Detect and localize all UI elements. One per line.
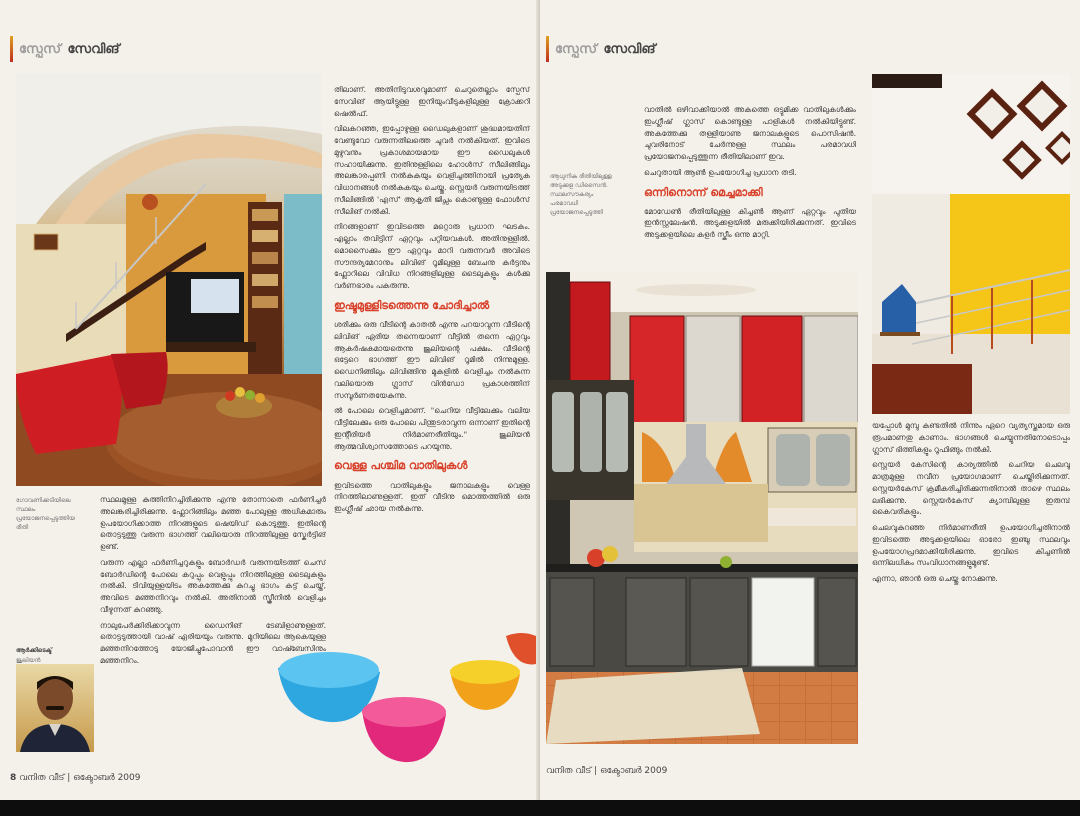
architect-caption: ജൂലിയൻ — [16, 657, 41, 664]
page-folio — [546, 766, 667, 776]
subheading-1: ഇഷ്ടമുള്ളിടത്തെന്നു ചോദിച്ചാൽ — [334, 299, 490, 313]
paragraph: വാതിൽ ഒഴിവാക്കിയാൽ അകത്തെ ഒട്ടുമിക്ക വാതിലുകൾക്കും ഇംഗ്ലീഷ് ഗ്ലാസ് കൊണ്ടുള്ള പാളികൾ നൽകിയിട്ടുണ്ട്. അകത്തേക്കു തള്ളിയാണു ജനാലകളുടെ പൊസിഷൻ. ചുവരിനോട് ചേർന്നുള്ള സ്ഥലം പരമാവധി പ്രയോജനപ്പെടുത്തുന്ന രീതിയിലാണ് ഇവ. — [644, 105, 856, 162]
architect-label: ആർക്കിടെക്ട് — [16, 647, 52, 654]
living-room-illustration — [16, 74, 322, 486]
page-folio — [10, 773, 140, 783]
article-column-right — [872, 420, 1070, 754]
stair-landing-illustration — [872, 74, 1070, 414]
paragraph: നാലുപേർക്കിരിക്കാവുന്ന ഡൈനിങ് ടേബിളാണുള്ളത്. തൊട്ടടുത്തായി വാഷ് ഏരിയയും വരുന്നു. മുറിയിലെ ആകെയുള്ള മഞ്ഞനിറത്തോടു യോജിച്ചുപോവാൻ ഈ വാഷ്ബേസിനും മഞ്ഞനിറം. — [100, 620, 326, 665]
magazine-name: വനിത വീട് — [546, 766, 592, 776]
colored-bowls — [270, 628, 536, 768]
paragraph: നിറങ്ങളാണ് ഇവിടത്തെ മറ്റൊരു പ്രധാന ഘടകം. എല്ലാം തവിട്ടിന് ഏറ്റവും പറ്റിയവകൾ. അതിനുള്ളിൽ. മൊസൈക്കും ഈ ഏറ്റവും മാറി വരുന്നവർ അവിടെ സൗന്ദര്യമേറാനും ലിവിങ് റൂമിലുള്ള ബേചനു കർട്ടനും ഫ്ലോറിലെ വിവിധ നിറങ്ങളിലുള്ള ടൈലുകളും കൾക്കു വർണഭാരം പകരുന്നു. — [334, 222, 530, 291]
section-label-light: സ്പേസ് — [19, 41, 62, 57]
section-accent-bar — [10, 36, 13, 62]
paragraph: വിലകുറഞ്ഞ, ഇപ്പോഴുള്ള ഡൈലുകളാണ് ശുദ്ധമായതിന് വേണ്ടുവോ വരുന്നതിലത്തെ ചുവർ നൽകിയത്. ഇവിടെ മുഴുവനും പ്രകാശമായമായ ഈ ഡൈലുകൾ സഹായിക്കുന്നു. ഇതിനുള്ളിലെ ഹോൾസ് സീലിങ്ങിലും അലങ്കാരപ്പണി നൽകുകയും വെളിച്ചത്തിനായി പ്രത്യേക വിധാനങ്ങൾ നൽകുകയും ചെയ്തു. സ്റ്റെയർ വരുന്നയിടത്ത് സീലിങ്ങിൽ 'എസ്' ആകൃതി ജിപ്സം കൊണ്ടുള്ള ഫോൾസ് സീലിങ് നൽകി. — [334, 124, 530, 216]
subheading: ഒന്നിനൊന്ന് മെച്ചമാക്കി — [644, 185, 763, 199]
article-column-1 — [334, 84, 530, 554]
paragraph: ശരിക്കും ഒരു വീടിന്റെ കാതൽ എന്നു പറയാവുന്ന വീടിന്റെ ലിവിങ് ഏരിയ തന്നെയാണ് വീട്ടിൽ തന്നെ ഏറ്റവും ആകർഷകമായതെന്നു ജൂലിയന്റെ പക്ഷം. വീടിന്റെ ഒട്ടേറെ ഭാഗത്ത് ഈ ലിവിങ് റൂമിൽ നിന്നുമുള്ള. ഡൈനിങ്ങിലും ലിവിങ്ങിനു മുകളിൽ വെളിച്ചം നൽകുന്ന വലിയൊരു ഗ്ലാസ് വിൻഡോ പ്രകാശത്തിന് സമ്പൂർണതയേകുന്നു. — [334, 320, 530, 400]
section-label-light: സ്പേസ് — [555, 41, 598, 57]
paragraph: സ്റ്റെയർ കേസിന്റെ കാര്യത്തിൽ ചെറിയ ചെലവു മാത്രമുള്ള നവീന പ്രയോഗമാണ് ചെയ്തിരിക്കുന്നത്. സ്റ്റെയർകേസ് ക്രമീകരിച്ചിരിക്കുന്നതിനാൽ താഴെ സ്ഥലം ലഭിക്കുന്നു. സ്റ്റെയർകേസ് ക്യാമ്പിലുള്ള ഇരുമ്പ് കൈവരികളും. — [872, 460, 1070, 517]
paragraph: എന്നാ, ഞാൻ ഒരു ചെയ്തു നോക്കുന്നു. — [872, 574, 998, 584]
paragraph: ചെലവുകുറഞ്ഞ നിർമാണരീതി ഉപയോഗിച്ചതിനാൽ ഇവിടത്തെ അടുക്കളയിലെ ഓരോ ഇഞ്ചു സ്ഥലവും ഉപയോഗപ്രദമാക്കിയിരിക്കുന്നു. ഇവിടെ കിച്ചണിൽ ഒന്നിലധികം സംവിധാനങ്ങളുമുണ്ട്. — [872, 523, 1070, 568]
paragraph: യപ്പോൾ മുമ്പു കണ്ടതിൽ നിന്നും ഏറെ വ്യത്യസ്തമായ ഒരു രൂപമാണതു കാണാം. ഭാഗങ്ങൾ ചെയ്യുന്നതിനോടൊപ്പം ഗ്ലാസ് ഭിത്തികളും റൂഫിങ്ങും നൽകി. — [872, 421, 1070, 454]
section-label-dark: സേവിങ് — [603, 41, 656, 57]
issue-date: ഒക്ടോബർ 2009 — [73, 773, 141, 783]
paragraph: ഇവിടത്തെ വാതിലുകളും ജനാലകളും വെള്ള നിറത്തിലാണുള്ളത്. ഇത് വീടിനു മൊത്തത്തിൽ ഒരു ഇംഗ്ലീഷ് ഛായ നൽകുന്നു. — [334, 480, 530, 514]
paragraph: മോഡേൺ രീതിയിലുള്ള കിച്ചൺ ആണ് ഏറ്റവും പുതിയ ഇൻസ്റ്റലേഷൻ. അടുക്കളയിൽ മരുക്കിയിരിക്കുന്നത്. ഇവിടെ അടുക്കളയിലെ കളർ സ്കീം ഒന്നു മാറ്റി. — [644, 206, 856, 240]
page-number: 8 — [10, 773, 17, 783]
paragraph: ചെറുതായി ആൺ ഉപയോഗിച്ച പ്രധാന തടി. — [644, 167, 797, 177]
architect-figure — [16, 664, 94, 752]
paragraph: തിലാണ്. അതിനിടുവശവുമാണ് ചെറുതെല്ലാം സ്പേസ് സേവിങ് ആയിട്ടുള്ള ഇനിയുംവീടുകളിലുള്ള ക്രോക്കറി ഷെൽഫ്. — [334, 85, 530, 118]
paragraph: ൽ പോലെ വെളിച്ചമാണ്. "ചെറിയ വീട്ടിലേക്കും വലിയ വീട്ടിലേക്കും ഒരു പോലെ പിന്തുടരാവുന്ന ഒന്നാണ് ഇതിന്റെ ഇന്റീരിയർ നിർമാണരീതിയും." ജൂലിയൻ ആത്മവിശ്വാസത്തോടെ പറയുന്നു. — [334, 406, 530, 451]
left-page — [0, 0, 538, 800]
paragraph: സ്ഥലമുള്ള കുത്തിനിറച്ചിരിക്കുന്നു എന്നു തോന്നാതെ ഫർണിച്ചർ അലങ്കരിച്ചിരിക്കുന്നു. ഫ്ലോറിങ്ങിലും മഞ്ഞ പോലുള്ള അധികമാരും ഉപയോഗിക്കാത്ത നിറങ്ങളുടെ ഷെയിഡ് കൊടുത്തു. ഇതിന്റെ തൊട്ടടുത്തു വരുന്ന ഭാഗത്ത് വലിയൊരു നിറത്തിലുള്ള സ്കേർട്ടിങ് ഉണ്ട്. — [100, 495, 326, 552]
bottom-black-strip — [0, 800, 1080, 816]
bowls-illustration — [270, 628, 536, 768]
section-header — [546, 36, 656, 62]
stair-landing-photo — [872, 74, 1070, 414]
folio-divider: | — [67, 773, 71, 783]
magazine-name: വനിത വീട് — [19, 773, 65, 783]
issue-date: ഒക്ടോബർ 2009 — [600, 766, 668, 776]
living-room-photo — [16, 74, 322, 486]
section-header — [10, 36, 120, 62]
folio-divider: | — [594, 766, 598, 776]
paragraph: വരുന്ന എല്ലാ ഫർണിച്ചറുകളും ബോർഡർ വരുന്നയിടത്ത് ചെസ് ബോർഡിന്റെ പോലെ കറുപ്പും വെളുപ്പും നിറത്തിലുള്ള ടൈലുകളും നൽകി. ടിവിയുള്ളയിടം അകത്തേക്കു കുറച്ചു ഭാഗം കട്ട് ചെയ്ത്, അവിടെ മഞ്ഞനിറവും നൽകി. അതിനാൽ സ്ക്രീനിൽ വെളിച്ചം വീഴുന്നത് കുറഞ്ഞു. — [100, 557, 326, 614]
kitchen-photo — [546, 272, 858, 744]
section-accent-bar — [546, 36, 549, 62]
architect-portrait — [16, 664, 94, 752]
section-label-dark: സേവിങ് — [67, 41, 120, 57]
right-page — [540, 0, 1080, 800]
subheading-2: വെള്ള പശ്ചിമ വാതിലുകൾ — [334, 459, 468, 473]
article-column-top — [644, 104, 856, 274]
photo-caption: ഗോവണിക്കടിയിലെ സ്ഥലം പ്രയോജനപ്പെടുത്തിയ രീതി — [16, 497, 76, 531]
side-caption: ആധുനിക രീതിയിലുള്ള അടുക്കള ഡിസൈൻ. സ്ഥലസൗകര്യം പരമാവധി പ്രയോജനപ്പെടുത്തി — [550, 173, 612, 216]
kitchen-illustration — [546, 272, 858, 744]
